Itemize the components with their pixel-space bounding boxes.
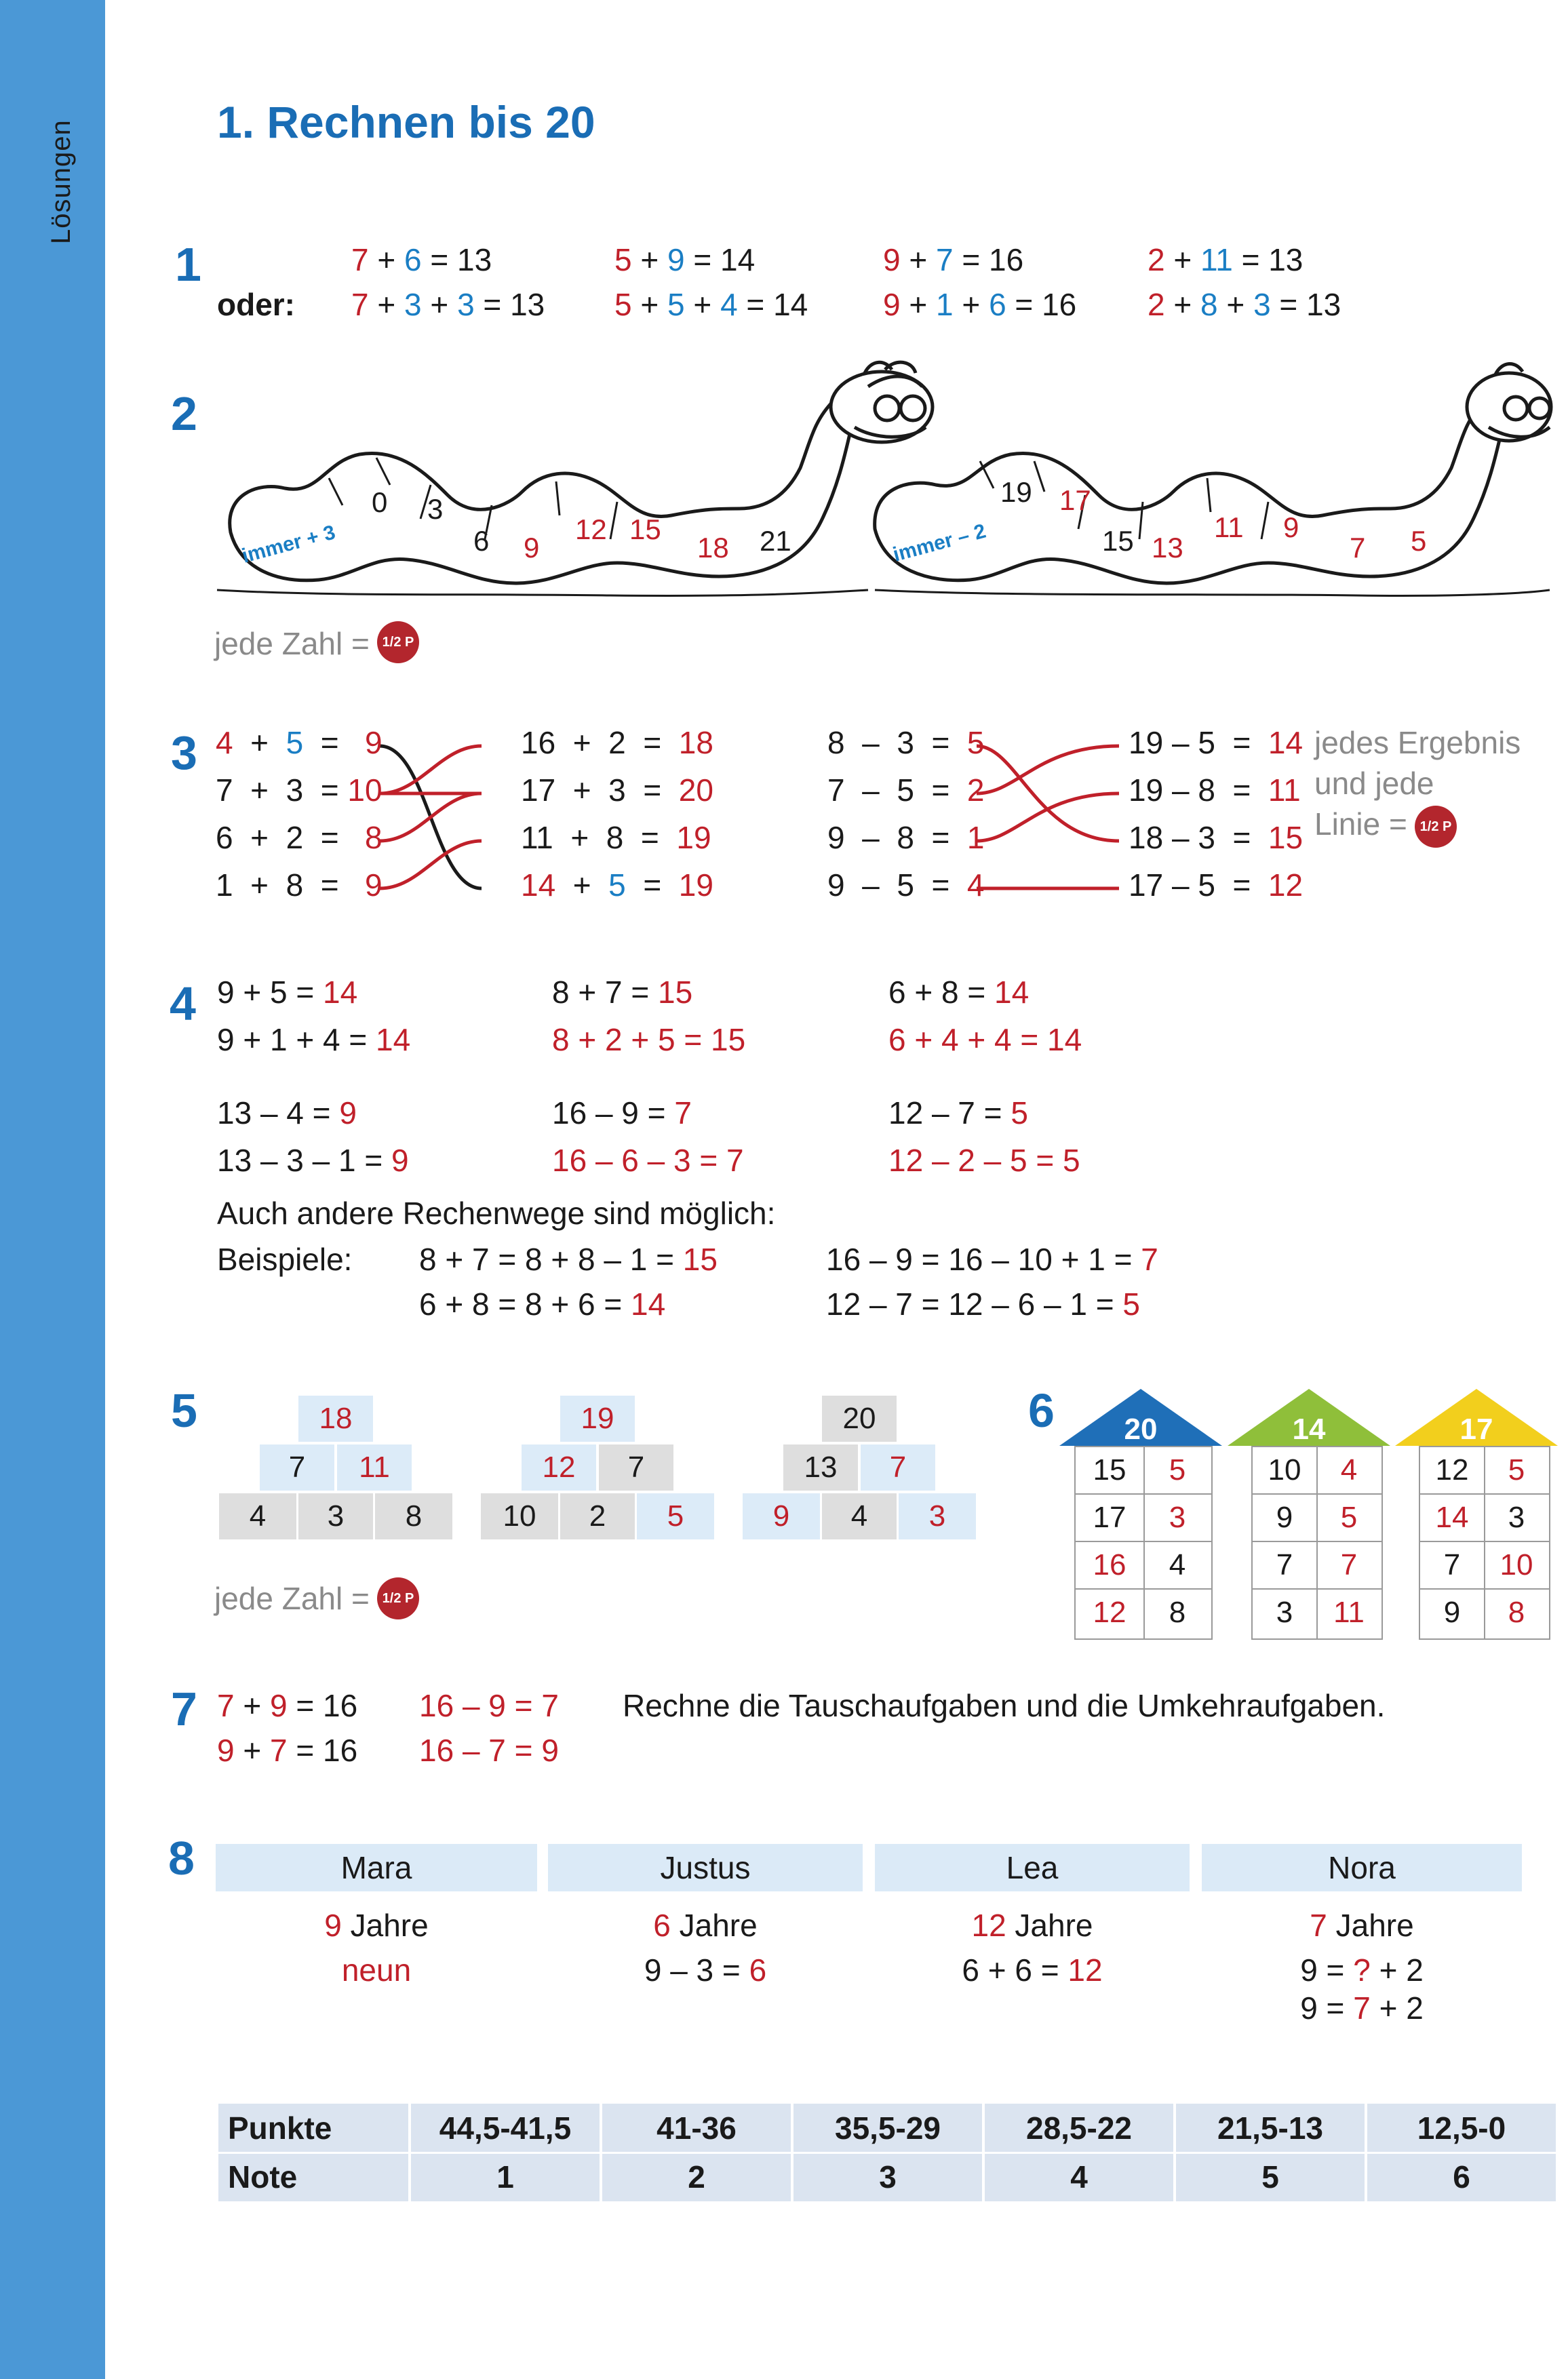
pyramid-cell: 3 [298, 1493, 373, 1539]
task-4-eq: 12 – 7 = 5 [888, 1095, 1028, 1130]
house-cell: 11 [1333, 1596, 1365, 1629]
task-3-note: und jede [1314, 766, 1434, 801]
task-7-eq: 7 + 9 = 16 [217, 1688, 358, 1723]
grade-note: 5 [1261, 2159, 1279, 2195]
pyramid-cell: 19 [560, 1396, 635, 1442]
worm-1-number: 0 [372, 486, 388, 518]
pyramid-cell: 4 [219, 1493, 296, 1539]
worm-1-number: 12 [575, 513, 607, 545]
task-3-eq: 17 + 3 = 20 [521, 772, 713, 808]
house-cell: 14 [1435, 1501, 1469, 1534]
person-age: 7 Jahre [1310, 1908, 1414, 1943]
pyramid-cell: 9 [743, 1493, 820, 1539]
house-cell: 4 [1340, 1453, 1358, 1487]
grade-note: 2 [688, 2159, 705, 2195]
pyramid-cell: 20 [822, 1396, 897, 1442]
house-cell: 12 [1435, 1453, 1469, 1487]
person-header: Lea [875, 1844, 1190, 1891]
worm-1-number: 15 [629, 513, 661, 545]
task-1-eq: 9 + 7 = 16 [883, 242, 1024, 277]
pyramid-cell: 12 [522, 1444, 596, 1491]
house-cell: 17 [1093, 1501, 1126, 1534]
house-roofs [1058, 1386, 1564, 1449]
task-3-eq: 16 + 2 = 18 [521, 725, 713, 760]
house-cell: 3 [1276, 1596, 1293, 1629]
task-3-note: Linie = [1314, 806, 1407, 842]
house-cell: 12 [1093, 1596, 1126, 1629]
task-3-eq: 7 – 5 = 2 [827, 772, 985, 808]
house-cell: 5 [1340, 1501, 1358, 1534]
pyramid-cell: 10 [481, 1493, 558, 1539]
task-7-number: 7 [171, 1683, 197, 1735]
worm-2-number: 13 [1152, 532, 1183, 564]
task-4-eq: 8 + 7 = 15 [552, 975, 693, 1010]
grade-points: 28,5-22 [1025, 2110, 1132, 2146]
grade-note: 1 [496, 2159, 514, 2195]
person-age: 6 Jahre [653, 1908, 758, 1943]
person-header: Mara [216, 1844, 537, 1891]
task-2-number: 2 [171, 387, 197, 440]
task-4-eq: 6 + 8 = 14 [888, 975, 1030, 1010]
task-7-eq: 16 – 7 = 9 [419, 1733, 559, 1768]
sidebar [0, 0, 105, 2379]
task-3-eq: 8 – 3 = 5 [827, 725, 985, 760]
house-cell: 7 [1340, 1548, 1358, 1581]
task-1-number: 1 [175, 238, 201, 291]
person-header: Justus [548, 1844, 863, 1891]
task-5-number: 5 [171, 1384, 197, 1437]
task-3-eq: 11 + 8 = 19 [521, 820, 711, 855]
task-4-eq: 6 + 4 + 4 = 14 [888, 1022, 1082, 1057]
task-4-eq: 13 – 3 – 1 = 9 [217, 1143, 409, 1178]
house-cell: 9 [1443, 1596, 1461, 1629]
grade-row-label: Note [228, 2159, 298, 2195]
person-calc: neun [341, 1952, 412, 1988]
task-4-example: 8 + 7 = 8 + 8 – 1 = 15 [419, 1242, 718, 1277]
worm-1-rule: immer + 3 [239, 521, 338, 568]
task-4-eq: 9 + 1 + 4 = 14 [217, 1022, 411, 1057]
house-roof-number: 20 [1124, 1413, 1158, 1446]
task-1-eq: 2 + 11 = 13 [1148, 242, 1304, 277]
task-7-eq: 9 + 7 = 16 [217, 1733, 358, 1768]
pyramid-cell: 4 [822, 1493, 897, 1539]
task-1-eq: 5 + 5 + 4 = 14 [614, 287, 808, 322]
grade-points: 44,5-41,5 [439, 2110, 572, 2146]
task-1-eq: 9 + 1 + 6 = 16 [883, 287, 1077, 322]
task-3-eq: 6 + 2 = 8 [216, 820, 383, 855]
pyramid-cell: 18 [298, 1396, 373, 1442]
person-calc: 9 = 7 + 2 [1300, 1990, 1424, 2026]
worm-2-number: 11 [1214, 511, 1244, 543]
pyramid-cell: 5 [637, 1493, 714, 1539]
house-cell: 10 [1500, 1548, 1533, 1581]
grade-note: 4 [1070, 2159, 1088, 2195]
pyramid-cell: 2 [560, 1493, 635, 1539]
task-5-note: jede Zahl = [214, 1581, 370, 1616]
task-3-eq: 9 – 5 = 4 [827, 867, 985, 903]
worm-2-number: 5 [1411, 525, 1427, 557]
worm-1-number: 21 [760, 525, 791, 557]
house-cell: 9 [1276, 1501, 1293, 1534]
house-cell: 10 [1268, 1453, 1301, 1487]
task-3-eq: 1 + 8 = 9 [216, 867, 383, 903]
task-3-eq: 18 – 3 = 15 [1129, 820, 1304, 855]
pyramid-cell: 8 [375, 1493, 452, 1539]
task-3-note: jedes Ergebnis [1314, 725, 1521, 760]
person-header: Nora [1202, 1844, 1522, 1891]
worm-1-number: 3 [427, 493, 444, 525]
matching-lines [366, 726, 1180, 916]
house-cell: 5 [1169, 1453, 1186, 1487]
grade-points: 41-36 [656, 2110, 737, 2146]
worm-1-number: 9 [524, 532, 540, 564]
worm-2-number: 17 [1059, 484, 1091, 516]
sidebar-label: Lösungen [46, 119, 76, 244]
task-4-example: 12 – 7 = 12 – 6 – 1 = 5 [826, 1286, 1140, 1322]
grade-note: 3 [879, 2159, 897, 2195]
worm-2-number: 15 [1102, 525, 1134, 557]
task-1-oder: oder: [217, 287, 295, 322]
person-age: 9 Jahre [324, 1908, 429, 1943]
task-1-eq: 2 + 8 + 3 = 13 [1148, 287, 1341, 322]
task-4-eq: 13 – 4 = 9 [217, 1095, 357, 1130]
house-cell: 8 [1169, 1596, 1186, 1629]
task-6-number: 6 [1028, 1384, 1055, 1437]
task-3-eq: 14 + 5 = 19 [521, 867, 713, 903]
person-calc: 9 = ? + 2 [1300, 1952, 1424, 1988]
task-4-example: 6 + 8 = 8 + 6 = 14 [419, 1286, 666, 1322]
task-1-eq: 7 + 6 = 13 [351, 242, 492, 277]
worm-1-number: 6 [473, 525, 490, 557]
person-calc: 9 – 3 = 6 [644, 1952, 767, 1988]
task-4-number: 4 [170, 977, 196, 1030]
house-cell: 7 [1276, 1548, 1293, 1581]
pyramid-cell: 7 [260, 1444, 334, 1491]
house-cell: 5 [1508, 1453, 1525, 1487]
task-4-example: 16 – 9 = 16 – 10 + 1 = 7 [826, 1242, 1158, 1277]
task-4-eq: 16 – 9 = 7 [552, 1095, 692, 1130]
house-roof-number: 14 [1292, 1413, 1326, 1446]
person-calc: 6 + 6 = 12 [962, 1952, 1103, 1988]
task-3-eq: 7 + 3 = 10 [216, 772, 383, 808]
task-7-instruction: Rechne die Tauschaufgaben und die Umkehraufgaben. [623, 1688, 1386, 1723]
worm-illustration [203, 359, 1553, 604]
grade-note: 6 [1453, 2159, 1470, 2195]
task-4-other-ways: Auch andere Rechenwege sind möglich: [217, 1196, 776, 1231]
task-7-eq: 16 – 9 = 7 [419, 1688, 559, 1723]
pyramid-cell: 13 [783, 1444, 858, 1491]
task-3-number: 3 [171, 726, 197, 779]
grade-points: 21,5-13 [1217, 2110, 1323, 2146]
house-roof-number: 17 [1459, 1413, 1493, 1446]
half-point-badge: 1/2 P [377, 621, 419, 663]
house-cell: 7 [1443, 1548, 1461, 1581]
grade-points: 12,5-0 [1417, 2110, 1506, 2146]
pyramid-cell: 11 [337, 1444, 412, 1491]
grade-points: 35,5-29 [834, 2110, 941, 2146]
pyramid-cell: 7 [861, 1444, 935, 1491]
task-4-eq: 9 + 5 = 14 [217, 975, 358, 1010]
task-3-eq: 17 – 5 = 12 [1129, 867, 1304, 903]
pyramid-cell: 3 [899, 1493, 976, 1539]
worm-2-rule: immer – 2 [890, 519, 989, 566]
half-point-badge: 1/2 P [377, 1577, 419, 1619]
worm-2-number: 7 [1350, 532, 1366, 564]
task-4-eq: 8 + 2 + 5 = 15 [552, 1022, 746, 1057]
task-3-eq: 9 – 8 = 1 [827, 820, 985, 855]
task-4-eq: 12 – 2 – 5 = 5 [888, 1143, 1080, 1178]
worm-2-number: 9 [1283, 511, 1299, 543]
house-cell: 8 [1508, 1596, 1525, 1629]
task-3-eq: 19 – 8 = 11 [1129, 772, 1301, 808]
house-cell: 3 [1169, 1501, 1186, 1534]
house-cell: 3 [1508, 1501, 1525, 1534]
task-3-eq: 4 + 5 = 9 [216, 725, 383, 760]
task-1-eq: 5 + 9 = 14 [614, 242, 756, 277]
house-cell: 4 [1169, 1548, 1186, 1581]
task-4-eq: 16 – 6 – 3 = 7 [552, 1143, 744, 1178]
person-age: 12 Jahre [971, 1908, 1093, 1943]
task-1-eq: 7 + 3 + 3 = 13 [351, 287, 545, 322]
page-title: 1. Rechnen bis 20 [217, 97, 595, 147]
house-cell: 16 [1093, 1548, 1126, 1581]
worm-1-number: 18 [697, 532, 729, 564]
task-2-note: jede Zahl = [214, 626, 370, 661]
half-point-badge: 1/2 P [1415, 806, 1457, 848]
task-8-number: 8 [168, 1832, 195, 1885]
task-4-examples-label: Beispiele: [217, 1242, 353, 1277]
worm-2-number: 19 [1000, 476, 1032, 508]
house-cell: 15 [1093, 1453, 1126, 1487]
task-3-eq: 19 – 5 = 14 [1129, 725, 1304, 760]
pyramid-cell: 7 [599, 1444, 673, 1491]
grade-row-label: Punkte [228, 2110, 332, 2146]
